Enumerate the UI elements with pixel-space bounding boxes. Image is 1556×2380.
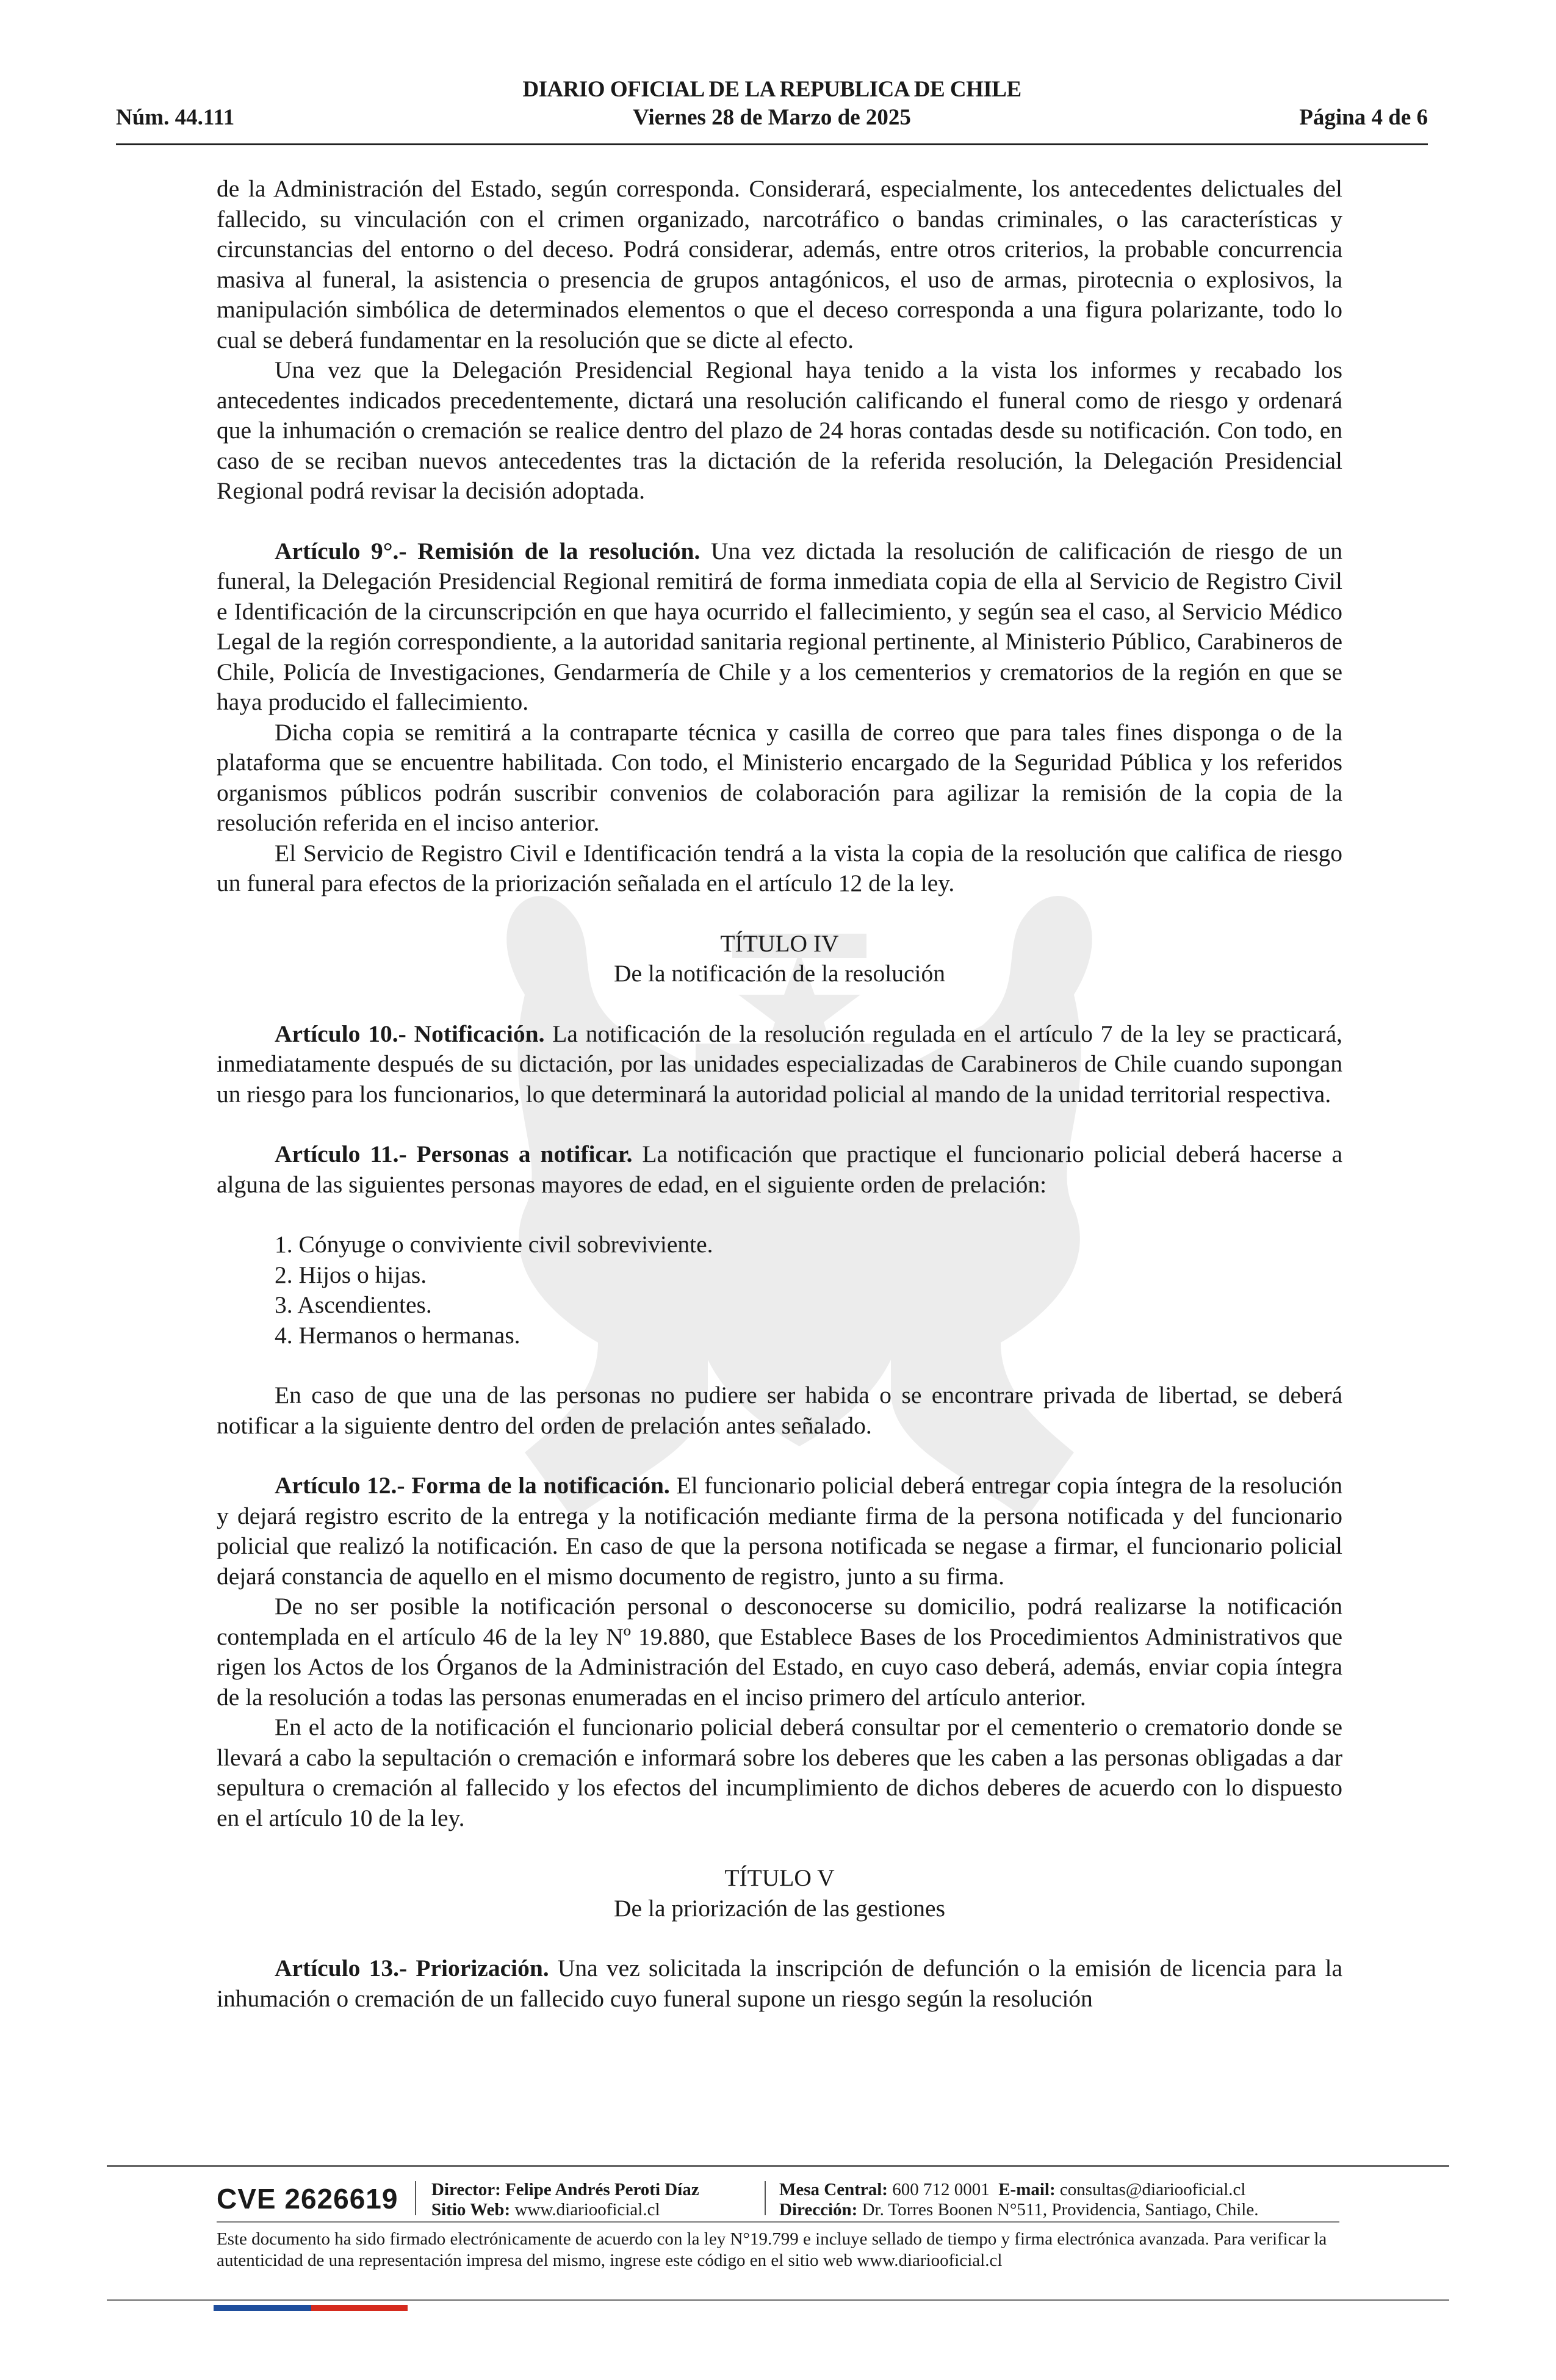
section-title: TÍTULO V (724, 1864, 835, 1891)
list-item: 1. Cónyuge o conviviente civil sobreviviente. (275, 1231, 713, 1258)
website-link[interactable]: www.diariooficial.cl (514, 2200, 660, 2220)
section-subtitle: De la notificación de la resolución (614, 960, 945, 987)
divider (765, 2181, 766, 2215)
address-label: Dirección: (779, 2200, 858, 2220)
director-name: Felipe Andrés Peroti Díaz (505, 2180, 699, 2199)
list-item: 3. Ascendientes. (275, 1291, 432, 1318)
paragraph: Dicha copia se remitirá a la contraparte técnica y casilla de correo que para tales fines disponga o de la plataforma que se encuentre habilitada. Con todo, el Ministerio encargado de la Seguridad Pública y los referidos organismos públicos podrán suscribir convenios de colaboración para agilizar la remisión de la copia de la resolución referida en el inciso anterior. (217, 718, 1342, 836)
paragraph: En el acto de la notificación el funcionario policial deberá consultar por el cementerio o crematorio donde se llevará a cabo la sepultación o cremación e informará sobre los deberes que les caben a las personas obligadas a dar sepultura o cremación al fallecido y los efectos del incumplimiento de dichos deberes de acuerdo con lo dispuesto en el artículo 10 de la ley. (217, 1714, 1342, 1831)
phone-label: Mesa Central: (779, 2180, 888, 2199)
address-text: Dr. Torres Boonen N°511, Providencia, Santiago, Chile. (862, 2200, 1259, 2220)
section-subtitle: De la priorización de las gestiones (614, 1894, 945, 1922)
footer-divider (217, 2221, 1339, 2223)
article-10 (217, 1019, 1342, 1110)
director-info (431, 2180, 699, 2220)
issue-number: Núm. 44.111 (116, 105, 235, 130)
cve-code: CVE 2626619 (217, 2183, 398, 2215)
article-heading: Artículo 9°.- Remisión de la resolución. (275, 537, 701, 564)
flag-red-segment (311, 2305, 408, 2311)
footer-divider (107, 2165, 1449, 2167)
article-heading: Artículo 10.- Notificación. (275, 1020, 545, 1047)
website-label: Sitio Web: (431, 2200, 511, 2220)
paragraph: En caso de que una de las personas no pudiere ser habida o se encontrare privada de libertad, se deberá notificar a la siguiente dentro del orden de prelación antes señalado. (217, 1382, 1342, 1439)
phone-number: 600 712 0001 (892, 2180, 990, 2199)
divider (415, 2181, 416, 2215)
article-text: El funcionario policial deberá entregar copia íntegra de la resolución y dejará registro escrito de la entrega y la notificación mediante firma de la persona notificada y del funcionario policial que realizó la notificación. En caso de que la persona notificada se negase a firmar, el funcionario policial dejará constancia de aquello en el mismo documento de registro, junto a su firma. (217, 1472, 1342, 1590)
article-11 (217, 1139, 1342, 1200)
article-text: Una vez dictada la resolución de calificación de riesgo de un funeral, la Delegación Presidencial Regional remitirá de forma inmediata copia de ella al Servicio de Registro Civil e Identificación de la circunscripción en que haya ocurrido el fallecimiento, y según sea el caso, al Servicio Médico Legal de la región correspondiente, a la autoridad sanitaria regional pertinente, al Ministerio Público, Carabineros de Chile, Policía de Investigaciones, Gendarmería de Chile y a los cementerios y crematorios de la región en que se haya producido el fallecimiento. (217, 537, 1342, 715)
legal-notice: Este documento ha sido firmado electrónicamente de acuerdo con la ley N°19.799 e incluye sellado de tiempo y firma electrónica avanzada. Para verificar la autenticidad de una representación impresa del mismo, ingrese este código en el sitio web www.diariooficial.cl (217, 2229, 1327, 2270)
document-body (217, 174, 1342, 2014)
contact-info (779, 2180, 1258, 2220)
article-12 (217, 1471, 1342, 1592)
article-9 (217, 536, 1342, 718)
footer-info (217, 2174, 1345, 2220)
article-text: La notificación que practique el funcionario policial deberá hacerse a alguna de las siguientes personas mayores de edad, en el siguiente orden de prelación: (217, 1141, 1342, 1198)
page-header (116, 76, 1428, 145)
footer-divider (107, 2299, 1449, 2301)
article-text: La notificación de la resolución regulada en el artículo 7 de la ley se practicará, inmediatamente después de su dictación, por las unidades especializadas de Carabineros de Chile cuando supongan un riesgo para los funcionarios, lo que determinará la autoridad policial al mando de la unidad territorial respectiva. (217, 1020, 1342, 1108)
publication-title: DIARIO OFICIAL DE LA REPUBLICA DE CHILE (522, 77, 1021, 102)
email-link[interactable]: consultas@diariooficial.cl (1059, 2180, 1246, 2199)
director-label: Director: (431, 2180, 501, 2199)
article-heading: Artículo 11.- Personas a notificar. (275, 1141, 633, 1167)
article-text: Una vez solicitada la inscripción de defunción o la emisión de licencia para la inhumación o cremación de un fallecido cuyo funeral supone un riesgo según la resolución (217, 1955, 1342, 2012)
publication-date: Viernes 28 de Marzo de 2025 (633, 105, 911, 130)
paragraph: De no ser posible la notificación personal o desconocerse su domicilio, podrá realizarse la notificación contemplada en el artículo 46 de la ley Nº 19.880, que Establece Bases de los Procedimientos Administrativos que rigen los Actos de los Órganos de la Administración del Estado, en cuyo caso deberá, además, enviar copia íntegra de la resolución a todas las personas enumeradas en el inciso primero del artículo anterior. (217, 1593, 1342, 1711)
flag-blue-segment (214, 2305, 311, 2311)
article-heading: Artículo 13.- Priorización. (275, 1955, 549, 1982)
page-number: Página 4 de 6 (1299, 105, 1428, 130)
section-title: TÍTULO IV (720, 929, 839, 957)
paragraph: de la Administración del Estado, según corresponda. Considerará, especialmente, los antecedentes delictuales del fallecido, su vinculación con el crimen organizado, narcotráfico o bandas criminales, o las características y circunstancias del entorno o del deceso. Podrá considerar, además, entre otros criterios, la probable concurrencia masiva al funeral, la asistencia o presencia de grupos antagónicos, el uso de armas, pirotecnia o explosivos, la manipulación simbólica de determinados elementos o que el deceso corresponda a una figura polarizante, todo lo cual se deberá fundamentar en la resolución que se dicte al efecto. (217, 175, 1342, 353)
list-item: 4. Hermanos o hermanas. (275, 1321, 520, 1349)
paragraph: El Servicio de Registro Civil e Identificación tendrá a la vista la copia de la resolución que califica de riesgo un funeral para efectos de la priorización señalada en el artículo 12 de la ley. (217, 839, 1342, 896)
article-heading: Artículo 12.- Forma de la notificación. (275, 1472, 670, 1499)
notification-list (217, 1230, 1342, 1350)
email-label: E-mail: (998, 2180, 1056, 2199)
article-13 (217, 1953, 1342, 2014)
list-item: 2. Hijos o hijas. (275, 1261, 427, 1288)
paragraph: Una vez que la Delegación Presidencial Regional haya tenido a la vista los informes y recabado los antecedentes indicados precedentemente, dictará una resolución calificando el funeral como de riesgo y ordenará que la inhumación o cremación se realice dentro del plazo de 24 horas contadas desde su notificación. Con todo, en caso de se reciban nuevos antecedentes tras la dictación de la referida resolución, la Delegación Presidencial Regional podrá revisar la decisión adoptada. (217, 356, 1342, 504)
flag-color-bar (214, 2305, 408, 2311)
